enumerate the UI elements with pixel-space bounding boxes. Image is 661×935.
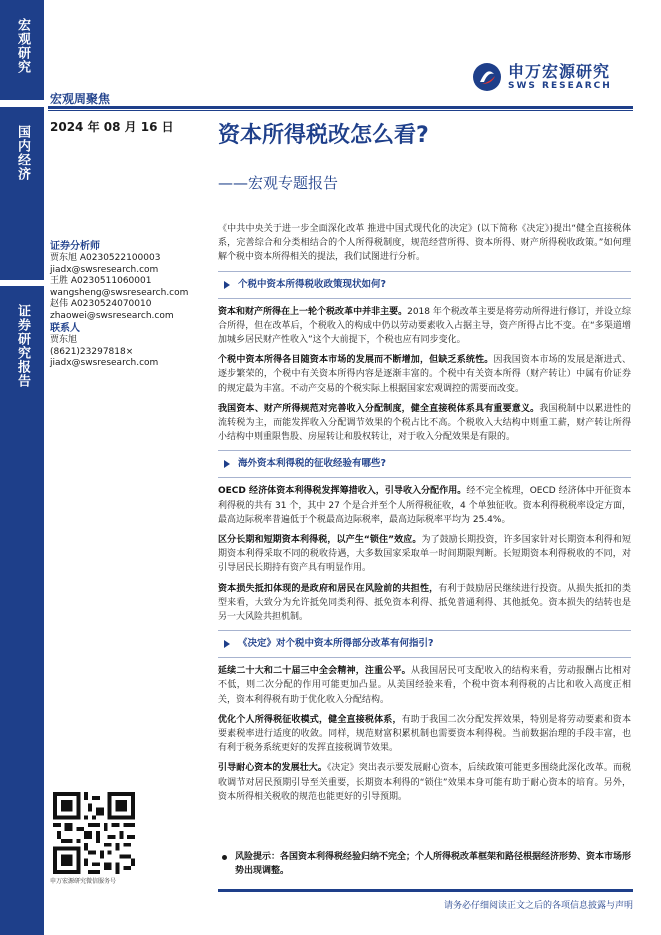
section-heading: 海外资本利得税的征收经验有哪些? — [218, 457, 631, 471]
body-paragraph: 引导耐心资本的发展壮大。《决定》突出表示要发展耐心资本，后续政策可能更多围绕此深化改革。而税收调节对居民预期引导至关重要，长期资本利得的“锁住”效果本身可能有助于耐心资本的培育。另外，资本所得相关税收的规范也能更好的引导预期。 — [218, 763, 631, 802]
intro-paragraph: 《中共中央关于进一步全面深化改革 推进中国式现代化的决定》(以下简称《决定》)提出“健全直接税体系，完善综合和分类相结合的个人所得税制度，规范经营所得、资本所得、财产所得税收政策。”如何理解个税中资本所得相关的提法，我们试图进行分析。 — [218, 224, 631, 263]
sidebar-item-domestic-economy: 国内经济 — [0, 107, 44, 280]
qr-code-icon — [53, 792, 135, 874]
sidebar-item-securities-report: 证券研究报告 — [0, 286, 44, 935]
body-paragraph: OECD 经济体资本利得税发挥筹措收入，引导收入分配作用。经不完全梳理，OECD 经济体中开征资本利得税的共有 31 个，其中 27 个是合并至个人所得税征收，4 个单独征收。资本利得税税率设定方面，最高边际税率普遍低于个税最高边际税率，最高边际税率平均为 25.4%。 — [218, 486, 631, 525]
analyst-email: jiadx@swsresearch.com — [50, 264, 159, 275]
logo-mark-icon — [472, 62, 502, 92]
contact-line: 贾东旭 — [50, 335, 78, 345]
logo-cn-text: 申万宏源研究 — [508, 61, 611, 81]
page-subtitle: ——宏观专题报告 — [218, 174, 339, 192]
section-divider — [218, 298, 631, 299]
body-paragraph: 我国资本、财产所得规范对完善收入分配制度，健全直接税体系具有重要意义。我国税制中以累进性的流转税为主，而能发挥收入分配调节效果的个税占比不高。个税收入大结构中则重工薪，财产转让所得小结构中则重限售股、房屋转让和股权转让，对于收入分配效果是有限的。 — [218, 403, 631, 443]
body-paragraph: 优化个人所得税征收模式，健全直接税体系，有助于我国二次分配发挥效果，特别是将劳动要素和资本要素税率进行适度的收敛。同样，规范财富积累机制也需要资本利得税。当前数据治理的手段丰富，也有利于税务系统更好的发挥直接税调节效果。 — [218, 714, 631, 754]
risk-warning: 风险提示：各国资本利得税经验归纳不完全；个人所得税改革框架和路径根据经济形势、资本市场形势出现调整。 — [222, 850, 632, 878]
section-divider — [218, 630, 631, 631]
sidebar-item-macro: 宏观研究 — [0, 0, 44, 100]
section-heading: 《决定》对个税中资本所得部分改革有何指引? — [218, 637, 631, 651]
footer-disclaimer: 请务必仔细阅读正文之后的各项信息披露与声明 — [443, 901, 633, 911]
body-paragraph: 区分长期和短期资本利得税，以产生“锁住”效应。为了鼓励长期投资，许多国家针对长期资本利得和短期资本利得采取不同的税收待遇，大多数国家采取单一时间期限判断。长短期资本利得税收的不同，对引导居民长期持有资产具有明显作用。 — [218, 535, 631, 574]
logo — [472, 58, 632, 96]
contact-email: jiadx@swsresearch.com — [50, 358, 159, 368]
report-date: 2024 年 08 月 16 日 — [50, 120, 174, 134]
logo-en-text: SWS RESEARCH — [508, 80, 612, 91]
analyst-info — [50, 240, 200, 370]
analyst-line: 赵伟 A0230524070010 — [50, 299, 152, 309]
triangle-bullet-icon — [224, 460, 230, 468]
section-divider — [218, 271, 631, 272]
header-divider — [48, 106, 633, 109]
triangle-bullet-icon — [224, 640, 230, 648]
triangle-bullet-icon — [224, 281, 230, 289]
section-divider — [218, 477, 631, 478]
page-title: 资本所得税改怎么看? — [218, 123, 429, 148]
bullet-icon — [222, 855, 227, 860]
footer-divider — [218, 889, 633, 892]
body-paragraph: 资本和财产所得在上一轮个税改革中并非主要。2018 年个税改革主要是将劳动所得进行修订，并设立综合所得，但在改革后，个税收入的构成中仍以劳动要素收入占据主导，资产所得占比不变。在“多渠道增加城乡居民财产性收入”这个大前提下，个税也应有同步变化。 — [218, 306, 631, 346]
analyst-email: wangsheng@swsresearch.com — [50, 287, 189, 298]
sidebar — [0, 0, 44, 935]
header-divider-thin — [48, 110, 633, 111]
analyst-line: 贾东旭 A0230522100003 — [50, 253, 161, 263]
analyst-email: zhaowei@swsresearch.com — [50, 310, 174, 321]
body-paragraph: 延续二十大和二十届三中全会精神，注重公平。从我国居民可支配收入的结构来看，劳动报酬占比相对不低，则二次分配的作用可能更加凸显。从美国经验来看，个税中资本利得税的占比和收入高度正相关，资本利得税有助于优化收入分配结构。 — [218, 666, 631, 705]
body-paragraph: 个税中资本所得各目随资本市场的发展而不断增加，但缺乏系统性。因我国资本市场的发展是渐进式、逐步繁荣的，个税中有关资本所得内容是逐渐丰富的。个税中有关资本所得（财产转让）中属有价证券的规定最为丰富。不动产交易的个税实际上根据国家宏观调控的需要而改变。 — [218, 355, 631, 394]
section-divider — [218, 450, 631, 451]
contact-label: 联系人 — [50, 323, 80, 334]
body-paragraph: 资本损失抵扣体现的是政府和居民在风险前的共担性，有利于鼓励居民继续进行投资。从损失抵扣的类型来看，大致分为允许抵免同类利得、抵免资本利得、抵免普通利得、其他抵免。资本损失的结转也是另一大风险共担机制。 — [218, 583, 631, 623]
contact-phone: (8621)23297818× — [50, 346, 134, 357]
main-content — [218, 222, 631, 804]
analyst-line: 王胜 A0230511060001 — [50, 276, 152, 286]
qr-caption: 申万宏源研究微信服务号 — [50, 878, 117, 885]
section-heading: 个税中资本所得税收政策现状如何? — [218, 278, 631, 292]
analyst-label: 证券分析师 — [50, 241, 100, 252]
section-divider — [218, 657, 631, 658]
report-type: 宏观周聚焦 — [50, 92, 111, 106]
